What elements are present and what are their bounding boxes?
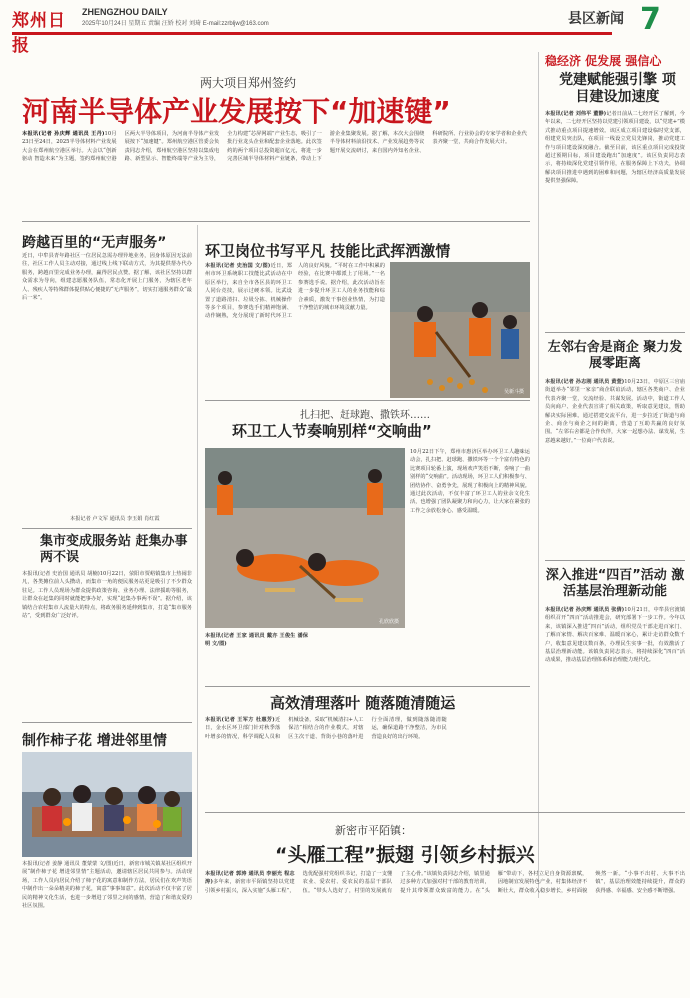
right-tag: 稳经济 促发展 强信心 [545,54,662,68]
lead-byline: (记者 孙庆辉 通讯员 王丹) [38,131,105,137]
left-a1-byline: 本报记者 卢文军 通讯员 李玉娟 肖红霞 [70,516,160,522]
bottom-headline: “头雁工程”振翅 引领乡村振兴 [275,844,535,866]
right-a2-byline: 本报讯(记者 孙庆辉 通讯员 张倩) [545,607,625,613]
page-number: 7 [640,2,661,37]
left-a3-body [22,860,192,992]
left-a2-body [22,570,192,710]
mid2-kicker: 扎扫把、赶球跑、撒铁环…… [300,410,430,421]
mid1-headline: 环卫岗位书写平凡 技能比武挥洒激情 [205,242,451,260]
divider [545,560,685,561]
divider [545,332,685,333]
mid3-text: 近日，金水区环卫部门针对秋季落叶增多的情况，科学调配人员和机械设备，采取“机械清扫+人工保洁”相结合的作业模式，对辖区主次干道、背街小巷的落叶进行全面清理，做到随落随清随运，确保道路干净整洁，为市民营造良好的出行环境。 [205,717,447,740]
right-top-body [545,110,685,328]
mid3-headline: 高效清理落叶 随落随清随运 [270,694,456,712]
mid2-headline: 环卫工人节奏响别样“交响曲” [232,422,432,440]
right-top-headline: 党建赋能强引擎 项目建设加速度 [559,72,676,105]
sanitation-games-photo [205,448,405,628]
mid3-byline: 本报讯(记者 王军方 杜惠芳) [205,717,275,723]
right-top-text: 记者日前从二七经开区了解到，今年以来，二七经开区坚持以党建引领项目建设，以“党建+”模式推动重点项目提速增效。该区成立项目建设临时党支部，组建党员突击队，在项目一线设立党员先锋岗，推动党建工作与项目建设深度融合。截至目前，该区重点项目完成投资超过预期目标，项目建设跑出“加速度”。该区负责同志表示，将持续深化党建引领作用，在服务保障上下功夫，协调解决项目推进中遇到的困难和问题，为辖区经济高质量发展提供坚强保障。 [545,111,685,185]
mid1-text: 近日，郑州市环卫系统职工技能比武活动在中原区举行，来自全市各区县的环卫工人同台竞技，展示过硬本领。比武设置了道路清扫、垃圾分拣、机械操作等多个项目，参赛选手们精神饱满、动作娴熟，充分展现了新时代环卫工人的良好风貌。“平时在工作中积累的经验，在比赛中都派上了用场。”一名参赛选手说。据介绍，此次活动旨在进一步提升环卫工人的业务技能和综合素质，激发干事创业热情，为打造干净整洁的城市环境贡献力量。 [205,263,385,320]
mid1-byline: 本报讯(记者 史治国 文/图) [205,263,271,269]
column-divider [197,225,198,893]
right-a2-text: 10月21日，中牟县官渡镇组织召开“四百”活动推进会，研究部署下一步工作。今年以来，该镇深入推进“四百”活动，组织党员干部走进百家门、了解百家情、解决百家难、温暖百家心，累计走访群众数千户，收集意见建议数百条，办理民生实事一批，有效激活了基层治理新动能。该镇负责同志表示，将持续深化“四百”活动成果，推动基层治理体系和治理能力现代化。 [545,607,685,664]
left-a1-text: 近日，中牟县青年路社区一位居民急需办理异地业务，因身体原因无法前往，社区工作人员主动对接，通过线上线下联动方式，为其提供帮办代办服务，跨越百里完成业务办理，赢得居民点赞。据了解，该社区坚持以群众需求为导向，组建志愿服务队伍，常态化开展上门服务，为辖区老年人、残疾人等特殊群体提供贴心便捷的“无声服务”，切实打通服务群众“最后一米”。 [22,253,192,302]
left-a1-headline: 跨越百里的“无声服务” [22,235,167,251]
craft-activity-photo [22,752,192,857]
divider [22,221,530,222]
lead-headline: 河南半导体产业发展按下“加速键” [22,95,451,128]
left-a2-text: 本报讯(记者 史治国 通讯员 胡楠)10月22日，荥阳市贾峪镇集市上热闹非凡，各类摊位前人头攒动，而集市一角的便民服务站更是吸引了不少群众驻足。工作人员现场为群众提供政策咨询、业务办理、法律援助等服务，让群众在赶集的同时就能把事办好，实现“赶集办事两不误”。据介绍，该镇结合农村集市人流量大的特点，将政务服务延伸到集市，打造“集市服务站”，受到群众广泛好评。 [22,571,192,620]
mid1-photo [390,262,530,398]
right-a1-headline: 左邻右舍是商企 聚力发展零距离 [547,340,683,371]
right-a1-byline: 本报讯(记者 孙志刚 通讯员 黄萱) [545,379,625,385]
mid2-photo-caption: 孔欣欣摄 [378,619,399,625]
lead-text: 10月23日至24日，2025半导体材料产业发展大会在郑州航空港区举行。大会以“创新驱动 智造未来”为主题，签约郑州航空港区两大半导体项目，为河南半导体产业发展按下“加速键”。郑州航空港区管委会负责同志介绍，郑州航空港区坚持以集成电路、新型显示、智能终端等产业为主导，全力构建“芯屏网端”产业生态，吸引了一批行业龙头企业和配套企业落地。此次签约的两个项目总投资超百亿元，将进一步完善区域半导体材料产业链条，带动上下游企业集聚发展。据了解，本次大会围绕半导体材料前沿技术、产业发展趋势等议题开展交流研讨，来自国内外知名企业、科研院所、行业协会的专家学者和企业代表齐聚一堂，共商合作发展大计。 [22,131,527,163]
left-a1-body [22,252,192,514]
lead-body [22,130,527,218]
divider [22,722,192,723]
right-a1-body [545,378,685,556]
right-a2-headline: 深入推进“四百”活动 激活基层治理新动能 [545,568,685,599]
right-a2-body [545,606,685,888]
left-a2-headline: 集市变成服务站 赶集办事两不误 [40,534,188,565]
bottom-byline: 本报讯(记者 郭涛 通讯员 李丽光 程志涛) [205,871,295,886]
newspaper-english-name: ZHENGZHOU DAILY [82,7,168,17]
right-top-byline: 本报讯(记者 刘伟平 董静) [545,111,607,117]
bottom-kicker: 新密市平陌镇： [335,824,412,837]
column-divider [538,52,539,898]
masthead [0,0,690,58]
mid2-photo [205,448,405,628]
divider [205,400,530,401]
divider [205,686,530,687]
mid2-body-right [410,448,530,628]
mid2-byline: 本报讯(记者 王家 通讯员 戴亦 王俊生 潘保明 文/图) [205,633,308,648]
issue-meta: 2025年10月24日 星期五 责编 汪娇 校对 刘琦 E-mail:zzrbljw@163.com [82,21,269,27]
bottom-text: 多年来，新密市平陌镇坚持以党建引领乡村振兴，深入实施“头雁工程”，选优配强村党组织书记，打造了一支懂农业、爱农村、爱农民的基层干部队伍。“带头人选好了，村里的发展就有了主心骨。”该镇负责同志介绍，镇里通过多种方式加强对村干部的教育培训，提升其带领群众致富的能力。在“头雁”带动下，各村立足自身资源禀赋，因地制宜发展特色产业，村集体经济不断壮大，群众收入稳步增长，乡村面貌焕然一新。“小事不出村、大事不出镇”，基层治理效能持续提升，群众的获得感、幸福感、安全感不断增强。 [205,871,685,894]
lead-byline-label: 本报讯 [22,131,39,137]
mid2-body-bottom [205,632,530,686]
left-a3-photo [22,752,192,857]
mid1-body [205,262,385,398]
left-a3-text: 本报讯(记者 姜静 通讯员 董蒙蒙 文/图)近日，新密市城关镇某社区组织开展“制作柿子花 增进邻里情”主题活动，邀请辖区居民共同参与。活动现场，工作人员向居民介绍了柿子花的寓意和制作方法，居民们在欢声笑语中制作出一朵朵精美的柿子花，寓意“事事如意”。此次活动不仅丰富了居民的精神文化生活，也进一步增进了邻里之间的感情，营造了和谐友爱的社区氛围。 [22,861,192,910]
masthead-rule [12,32,612,35]
left-a3-headline: 制作柿子花 增进邻里情 [22,733,167,749]
divider [22,528,192,529]
newspaper-logo: 郑州日报 [12,11,66,56]
right-a1-text: 10月23日，中原区三官庙街道举办“邻里一家亲”商企联谊活动，辖区各类商户、企业代表齐聚一堂，交流经验、共谋发展。活动中，街道工作人员向商户、企业代表宣讲了相关政策，听取意见建议，帮助解决实际困难。通过搭建交流平台，进一步拉近了街道与商企、商企与商企之间的距离，营造了互助共赢的良好氛围。“左邻右舍都是合作伙伴，大家一起想办法、谋发展，生意越来越好。”一位商户代表说。 [545,379,685,444]
bottom-body [205,870,685,994]
lead-kicker: 两大项目郑州签约 [200,76,297,90]
mid2-text: 10月22日下午，郑州市惠济区举办环卫工人趣味运动会，扎扫把、赶球跑、撒铁环等一个个富有特色的比赛项目轮番上演，现场欢声笑语不断，奏响了一曲别样的“交响曲”。活动现场，环卫工人们积极参与、团结协作、奋勇争先，展现了积极向上的精神风貌。通过此次活动，不仅丰富了环卫工人的业余文化生活，也增强了团队凝聚力和向心力，让大家在紧张的工作之余放松身心、感受温暖。 [410,449,530,514]
section-name: 县区新闻 [568,11,624,27]
mid1-photo-caption: 吴新斗摄 [503,389,524,395]
sanitation-competition-photo [390,262,530,398]
divider [205,812,685,813]
mid3-body [205,716,530,808]
